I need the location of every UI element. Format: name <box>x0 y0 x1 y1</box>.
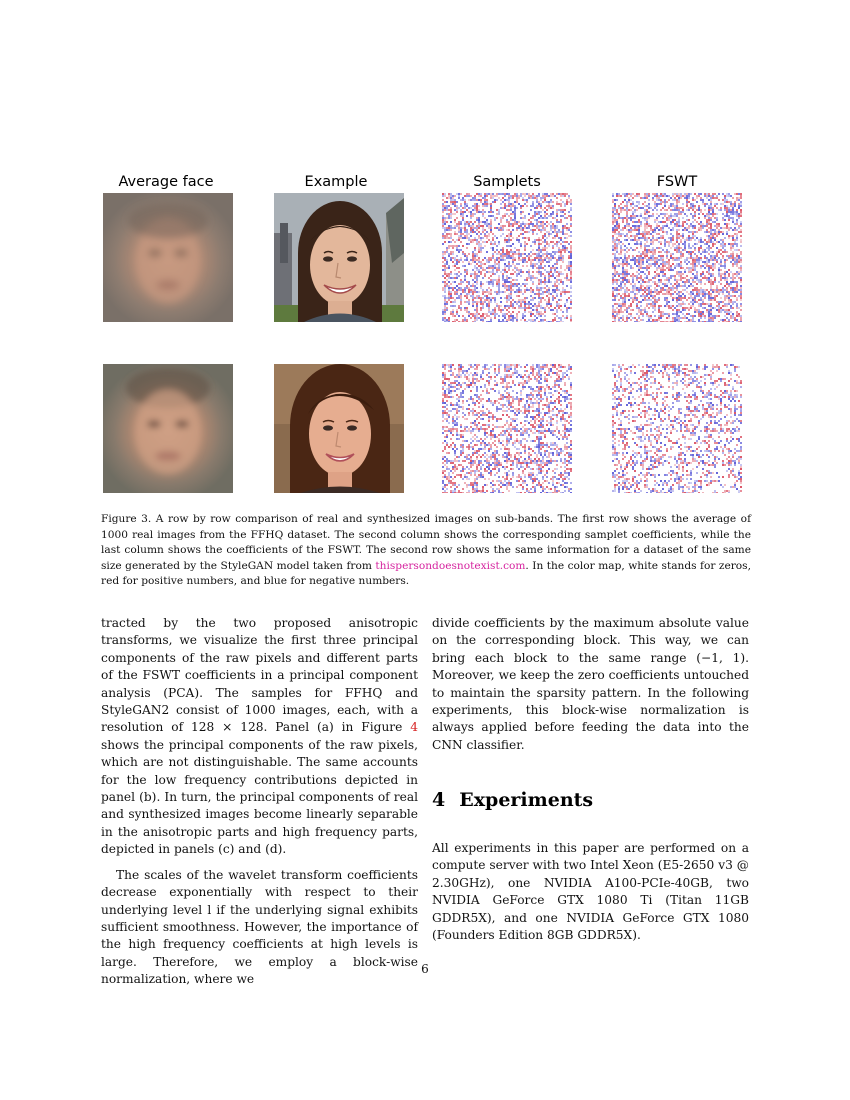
fswt-synthesized-coefficients <box>612 364 742 493</box>
samplets-real-coefficients <box>442 193 572 322</box>
left-paragraph-1 <box>101 615 418 859</box>
average-face-synthesized-image <box>103 364 233 493</box>
section-number: 4 <box>432 789 446 811</box>
caption-text-part1: Figure 3. A row by row comparison of real and synthesized images on sub-bands. The first row shows the average of 1000 real images from the FFHQ dataset. The second column shows the corresponding samplet coefficients, while the last column shows the coefficients of the FSWT. The second row shows the same information for a dataset of the same size generated by the StyleGAN model taken from <box>101 513 751 572</box>
figure-reference-link[interactable]: 4 <box>410 720 418 735</box>
left-text-column <box>101 615 418 989</box>
caption-text-part2: . In the color map, white stands for zeros, red for positive numbers, and blue for negative numbers. <box>101 559 751 588</box>
samplets-synthesized-coefficients <box>442 364 572 493</box>
figure-column-label-example: Example <box>304 174 368 190</box>
right-paragraph-2: All experiments in this paper are performed on a compute server with two Intel Xeon (E5-2650 v3 @ 2.30GHz), one NVIDIA A100-PCIe-40GB, two NVIDIA GeForce GTX 1080 Ti (Titan 11GB GDDR5X), and one NVIDIA GeForce GTX 1080 (Founders Edition 8GB GDDR5X). <box>432 841 749 943</box>
figure-caption <box>101 512 751 590</box>
left-p1-text-a: tracted by the two proposed anisotropic transforms, we visualize the first three principal components of the raw pixels and different parts of the FSWT coefficients in a principal component analysis (PCA). The samples for FFHQ and StyleGAN2 consist of 1000 images, each, with a resolution of 128 × 128. Panel (a) in Figure <box>101 616 418 735</box>
example-real-face-image <box>274 193 404 322</box>
right-text-column-lower <box>432 840 749 944</box>
fswt-real-coefficients <box>612 193 742 322</box>
page-number: 6 <box>421 962 429 976</box>
right-paragraph-1: divide coefficients by the maximum absolute value on the corresponding block. This way, we can bring each block to the same range (−1, 1). Moreover, we keep the zero coefficients untouched to maintain the sparsity pattern. In the following experiments, this block-wise normalization is always applied before feeding the data into the CNN classifier. <box>432 616 749 752</box>
section-heading <box>432 789 593 811</box>
example-synthesized-face-image <box>274 364 404 493</box>
left-paragraph-2: The scales of the wavelet transform coefficients decrease exponentially with respect to their underlying level l if the underlying signal exhibits sufficient smoothness. However, the importance of the high frequency coefficients at high levels is large. Therefore, we employ a block-wise normalization, where we <box>101 867 418 987</box>
caption-link[interactable]: thispersondoesnotexist.com <box>375 559 526 572</box>
figure-column-label-average-face: Average face <box>118 174 214 190</box>
figure-column-label-fswt: FSWT <box>656 174 698 190</box>
figure-column-label-samplets: Samplets <box>473 174 541 190</box>
average-face-real-image <box>103 193 233 322</box>
left-p1-text-b: shows the principal components of the raw pixels, which are not distinguishable. The same accounts for the low frequency contributions depicted in panel (b). In turn, the principal components of real and synthesized images become linearly separable in the anisotropic parts and high frequency parts, depicted in panels (c) and (d). <box>101 737 418 857</box>
right-text-column <box>432 615 749 754</box>
section-title: Experiments <box>459 789 594 811</box>
